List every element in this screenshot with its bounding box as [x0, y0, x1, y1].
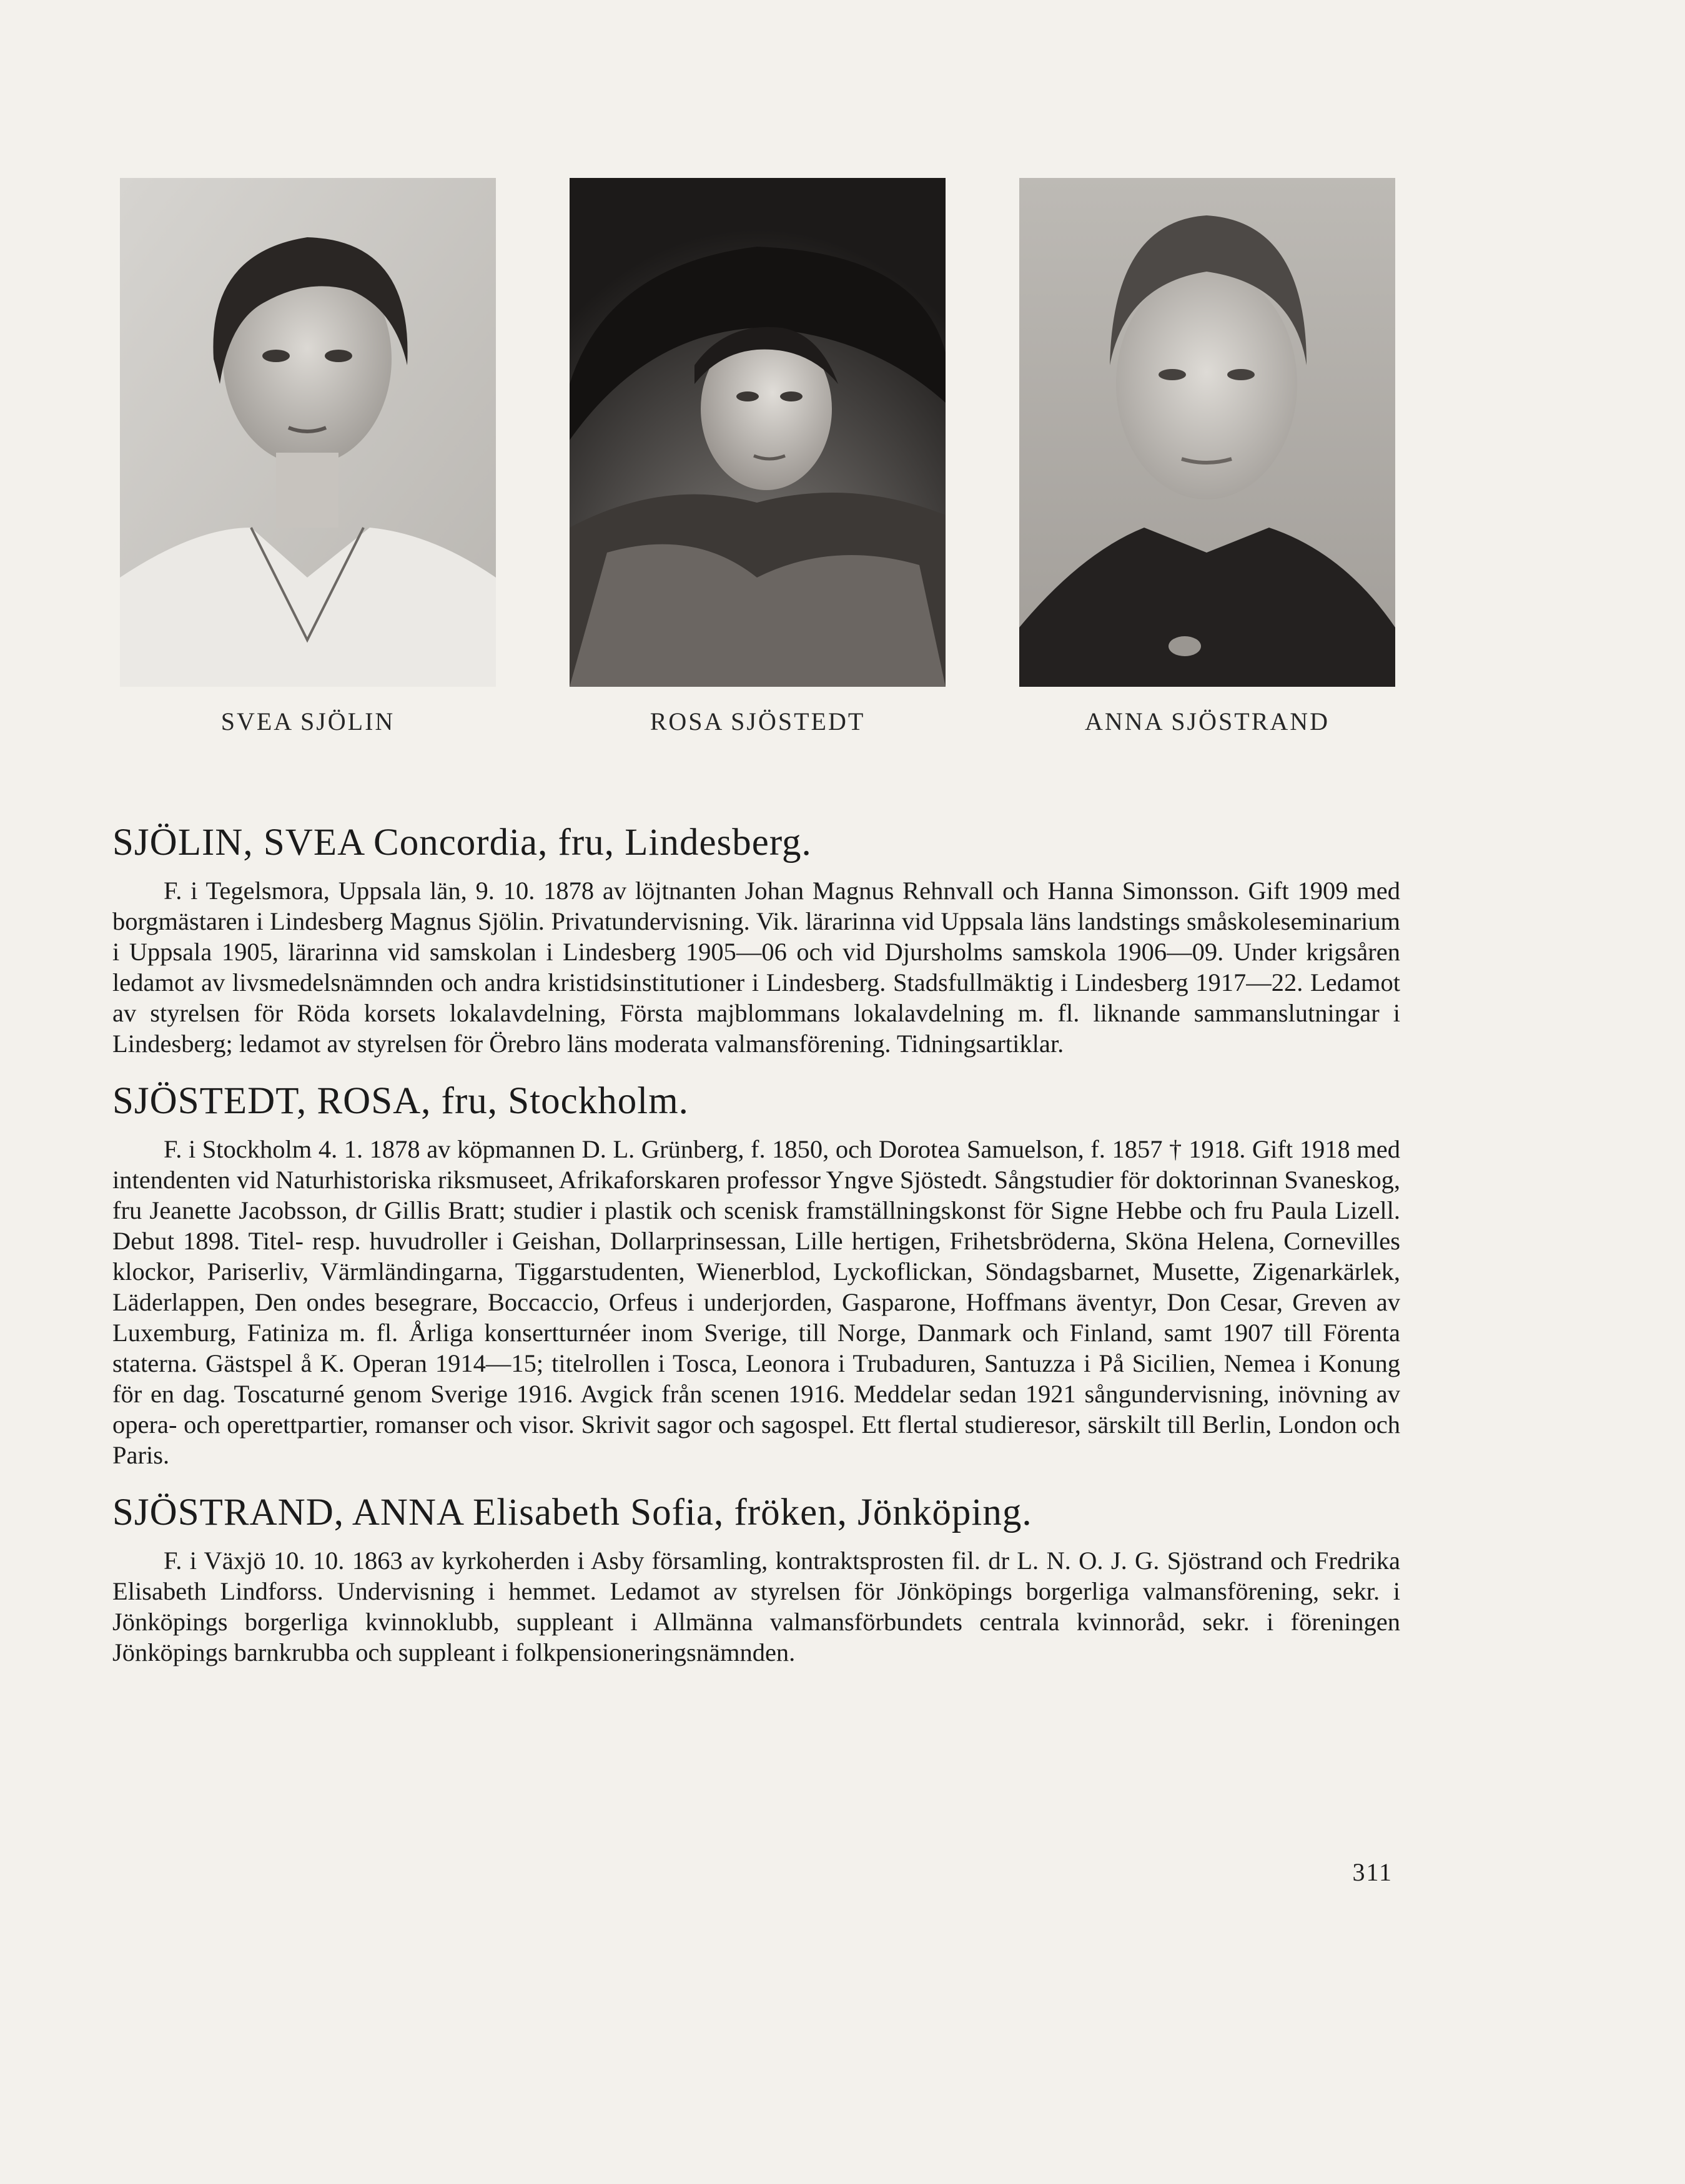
portrait-photo-svea	[120, 178, 496, 687]
entry-heading: SJÖSTEDT, ROSA, fru, Stockholm.	[112, 1080, 689, 1122]
portrait-photo-rosa	[570, 178, 946, 687]
caption-anna-sjostrand: ANNA SJÖSTRAND	[1084, 707, 1330, 735]
portrait-svea-sjolin	[120, 178, 496, 687]
entry-sjostrand	[112, 1488, 1400, 1668]
entry-body: F. i Tegelsmora, Uppsala län, 9. 10. 1878 av löjtnanten Johan Magnus Rehnvall och Hanna Simonsson. Gift 1909 med borgmästaren i Lindesberg Magnus Sjölin. Privatundervisning. Vik. lärarinna vid Uppsala läns landstings småskoleseminarium i Uppsala 1905, lärarinna vid samskolan i Lindesberg 1905—06 och vid Djursholms samskola 1906—09. Under krigsåren ledamot av livsmedelsnämnden och andra kristidsinstitutioner i Lindesberg. Stadsfullmäktig i Lindesberg 1917—22. Ledamot av styrelsen för Röda korsets lokalavdelning, Första majblommans lokalavdelning m. fl. liknande sammanslutningar i Lindesberg; ledamot av styrelsen för Örebro läns moderata valmansförening. Tidningsartiklar.	[112, 877, 1400, 1058]
entry-sjolin	[112, 818, 1400, 1059]
portrait-anna-sjostrand	[1019, 178, 1395, 687]
page-number: 311	[1352, 1858, 1393, 1886]
portrait-photo-anna	[1019, 178, 1395, 687]
entry-heading: SJÖSTRAND, ANNA Elisabeth Sofia, fröken, Jönköping.	[112, 1492, 1032, 1533]
entry-body: F. i Stockholm 4. 1. 1878 av köpmannen D. L. Grünberg, f. 1850, och Dorotea Samuelson, f. 1857 † 1918. Gift 1918 med intendenten vid Naturhistoriska riksmuseet, Afrikaforskaren professor Yngve Sjöstedt. Sångstudier för doktorinnan Svaneskog, fru Jeanette Jacobsson, dr Gillis Bratt; studier i plastik och scenisk framställningskonst för Signe Hebbe och fru Paula Lizell. Debut 1898. Titel- resp. huvudroller i Geishan, Dollarprinsessan, Lille hertigen, Frihetsbröderna, Sköna Helena, Cornevilles klockor, Pariserliv, Värmländingarna, Tiggarstudenten, Wienerblod, Lyckoflickan, Söndagsbarnet, Musette, Zigenarkärlek, Läderlappen, Den ondes besegrare, Boccaccio, Orfeus i underjorden, Gasparone, Hoffmans äventyr, Don Cesar, Greven av Luxemburg, Fatiniza m. fl. Årliga konsertturnéer inom Sverige, till Norge, Danmark och Finland, samt 1907 till Förenta staterna. Gästspel å K. Operan 1914—15; titelrollen i Tosca, Leonora i Trubaduren, Santuzza i På Sicilien, Nemea i Konung för en dag. Toscaturné genom Sverige 1916. Avgick från scenen 1916. Meddelar sedan 1921 sångundervisning, inövning av opera- och operettpartier, romanser och visor. Skrivit sagor och sagospel. Ett flertal studieresor, särskilt till Berlin, London och Paris.	[112, 1135, 1400, 1469]
entry-heading: SJÖLIN, SVEA Concordia, fru, Lindesberg.	[112, 822, 812, 863]
biography-entries	[112, 818, 1400, 1685]
caption-rosa-sjostedt: ROSA SJÖSTEDT	[650, 707, 866, 735]
caption-svea-sjolin: SVEA SJÖLIN	[220, 707, 395, 735]
entry-body: F. i Växjö 10. 10. 1863 av kyrkoherden i Asby församling, kontraktsprosten fil. dr L. N. O. J. G. Sjöstrand och Fredrika Elisabeth Lindforss. Undervisning i hemmet. Ledamot av styrelsen för Jönköpings borgerliga valmansförening, sekr. i Jönköpings borgerliga kvinnoklubb, suppleant i Allmänna valmansförbundets centrala kvinnoråd, sekr. i föreningen Jönköpings barnkrubba och suppleant i folkpensioneringsnämnden.	[112, 1547, 1400, 1666]
portrait-rosa-sjostedt	[570, 178, 946, 687]
entry-sjostedt	[112, 1076, 1400, 1470]
